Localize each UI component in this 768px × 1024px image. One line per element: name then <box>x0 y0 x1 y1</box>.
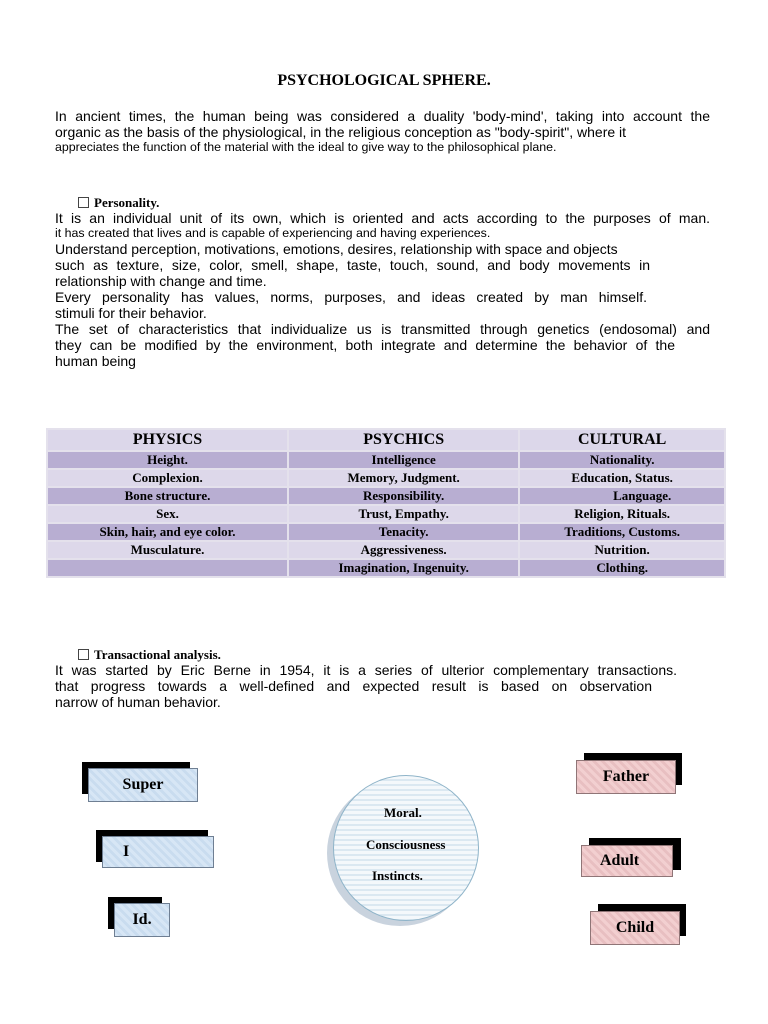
traits-table <box>46 428 726 578</box>
intro-line: appreciates the function of the material with the ideal to give way to the philosophical plane. <box>55 140 557 154</box>
bullet-icon <box>78 649 89 660</box>
personality-paragraph <box>55 210 710 369</box>
table-cell: Bone structure. <box>47 487 288 505</box>
table-cell: Clothing. <box>519 559 725 577</box>
table-cell: Nationality. <box>519 451 725 469</box>
table-row <box>47 469 725 487</box>
consciousness-sphere <box>327 775 481 929</box>
personality-line: It is an individual unit of its own, which is oriented and acts according to the purposes of man. <box>55 210 710 226</box>
table-cell: Sex. <box>47 505 288 523</box>
sphere-label-moral: Moral. <box>384 805 422 820</box>
intro-line: In ancient times, the human being was considered a duality 'body-mind', taking into account the <box>55 108 710 124</box>
table-cell: Trust, Empathy. <box>288 505 519 523</box>
table-cell: Skin, hair, and eye color. <box>47 523 288 541</box>
personality-line: human being <box>55 353 136 369</box>
child-label: Child <box>590 911 680 945</box>
table-header-physics: PHYSICS <box>47 429 288 451</box>
table-cell: Imagination, Ingenuity. <box>288 559 519 577</box>
bullet-icon <box>78 197 89 208</box>
table-header-row <box>47 429 725 451</box>
table-cell <box>47 559 288 577</box>
table-row <box>47 559 725 577</box>
personality-line: such as texture, size, color, smell, shape, taste, touch, sound, and body movements in <box>55 257 650 273</box>
id-label: Id. <box>114 903 170 937</box>
table-cell: Intelligence <box>288 451 519 469</box>
personality-heading <box>78 195 159 211</box>
table-header-cultural: CULTURAL <box>519 429 725 451</box>
i-label: I <box>102 836 214 868</box>
table-cell: Tenacity. <box>288 523 519 541</box>
table-row <box>47 451 725 469</box>
table-cell: Complexion. <box>47 469 288 487</box>
personality-line: stimuli for their behavior. <box>55 305 207 321</box>
table-cell: Height. <box>47 451 288 469</box>
personality-line: they can be modified by the environment, both integrate and determine the behavior of the <box>55 337 675 353</box>
personality-line: it has created that lives and is capable of experiencing and having experiences. <box>55 226 491 240</box>
transactional-heading <box>78 647 221 663</box>
super-label: Super <box>88 768 198 802</box>
intro-paragraph <box>55 108 710 155</box>
intro-line: organic as the basis of the physiological, in the religious conception as "body-spirit", where it <box>55 124 627 140</box>
table-cell: Nutrition. <box>519 541 725 559</box>
table-cell: Traditions, Customs. <box>519 523 725 541</box>
table-cell: Memory, Judgment. <box>288 469 519 487</box>
table-header-psychics: PSYCHICS <box>288 429 519 451</box>
page-title: PSYCHOLOGICAL SPHERE. <box>277 72 491 89</box>
sphere-label-instincts: Instincts. <box>372 868 423 883</box>
table-cell: Responsibility. <box>288 487 519 505</box>
table-cell: Religion, Rituals. <box>519 505 725 523</box>
transactional-line: narrow of human behavior. <box>55 694 221 710</box>
table-cell: Aggressiveness. <box>288 541 519 559</box>
father-label: Father <box>576 760 676 794</box>
table-cell: Language. <box>519 487 725 505</box>
table-row <box>47 523 725 541</box>
sphere-label-consciousness: Consciousness <box>366 837 446 852</box>
personality-line: The set of characteristics that individualize us is transmitted through genetics (endosomal) and <box>55 321 710 337</box>
personality-line: relationship with change and time. <box>55 273 267 289</box>
table-row <box>47 541 725 559</box>
table-cell: Education, Status. <box>519 469 725 487</box>
table-row <box>47 505 725 523</box>
table-row <box>47 487 725 505</box>
table-cell: Musculature. <box>47 541 288 559</box>
transactional-line: It was started by Eric Berne in 1954, it is a series of ulterior complementary transactions. <box>55 662 677 678</box>
personality-heading-text: Personality. <box>94 195 160 210</box>
adult-label: Adult <box>581 845 673 877</box>
personality-line: Every personality has values, norms, purposes, and ideas created by man himself. <box>55 289 647 305</box>
personality-line: Understand perception, motivations, emotions, desires, relationship with space and objects <box>55 241 618 257</box>
transactional-line: that progress towards a well-defined and expected result is based on observation <box>55 678 652 694</box>
transactional-heading-text: Transactional analysis. <box>94 647 221 662</box>
transactional-paragraph <box>55 662 677 710</box>
